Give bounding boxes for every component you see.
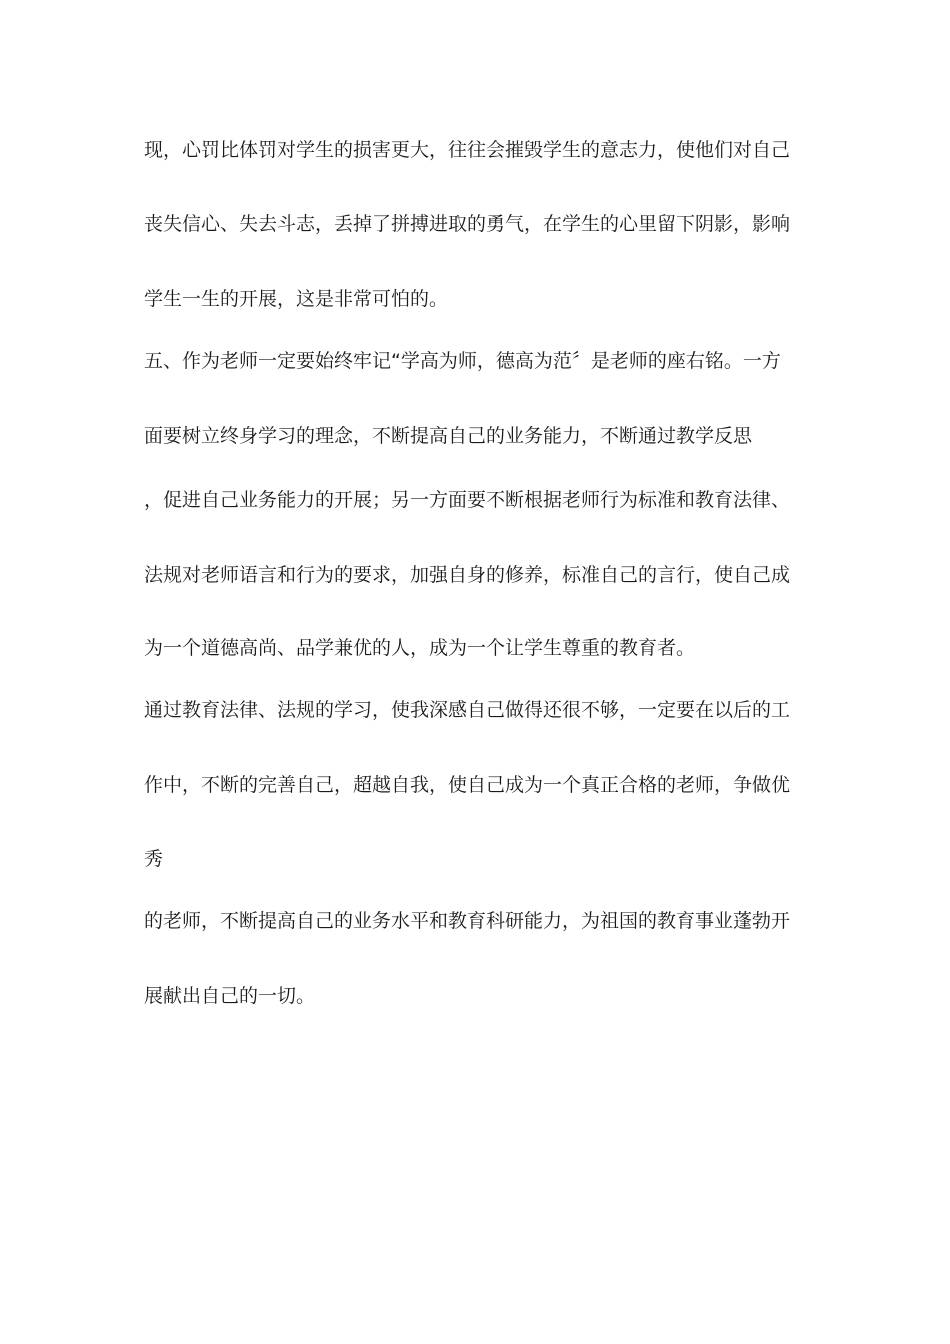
text-line-6: ，促进自己业务能力的开展；另一方面要不断根据老师行为标准和教育法律、 xyxy=(144,489,791,511)
text-line-3: 学生一生的开展，这是非常可怕的。 xyxy=(144,288,449,310)
text-line-8: 为一个道德高尚、品学兼优的人，成为一个让学生尊重的教育者。 xyxy=(144,637,696,659)
text-line-9: 通过教育法律、法规的学习，使我深感自己做得还很不够，一定要在以后的工 xyxy=(144,699,791,721)
text-line-10: 作中，不断的完善自己，超越自我，使自己成为一个真正合格的老师，争做优 xyxy=(144,774,791,796)
text-line-5: 面要树立终身学习的理念，不断提高自己的业务能力，不断通过教学反思 xyxy=(144,425,753,447)
text-line-7: 法规对老师语言和行为的要求，加强自身的修养，标准自己的言行，使自己成 xyxy=(144,564,791,586)
text-line-1: 现，心罚比体罚对学生的损害更大，往往会摧毁学生的意志力，使他们对自己 xyxy=(144,139,791,161)
text-line-13: 展献出自己的一切。 xyxy=(144,985,316,1007)
text-line-12: 的老师，不断提高自己的业务水平和教育科研能力，为祖国的教育事业蓬勃开 xyxy=(144,910,791,932)
text-line-11: 秀 xyxy=(144,848,164,870)
text-line-4: 五、作为老师一定要始终牢记“学高为师，德高为范〞是老师的座右铭。一方 xyxy=(144,350,781,372)
text-line-2: 丧失信心、失去斗志，丢掉了拼搏进取的勇气，在学生的心里留下阴影，影响 xyxy=(144,213,791,235)
